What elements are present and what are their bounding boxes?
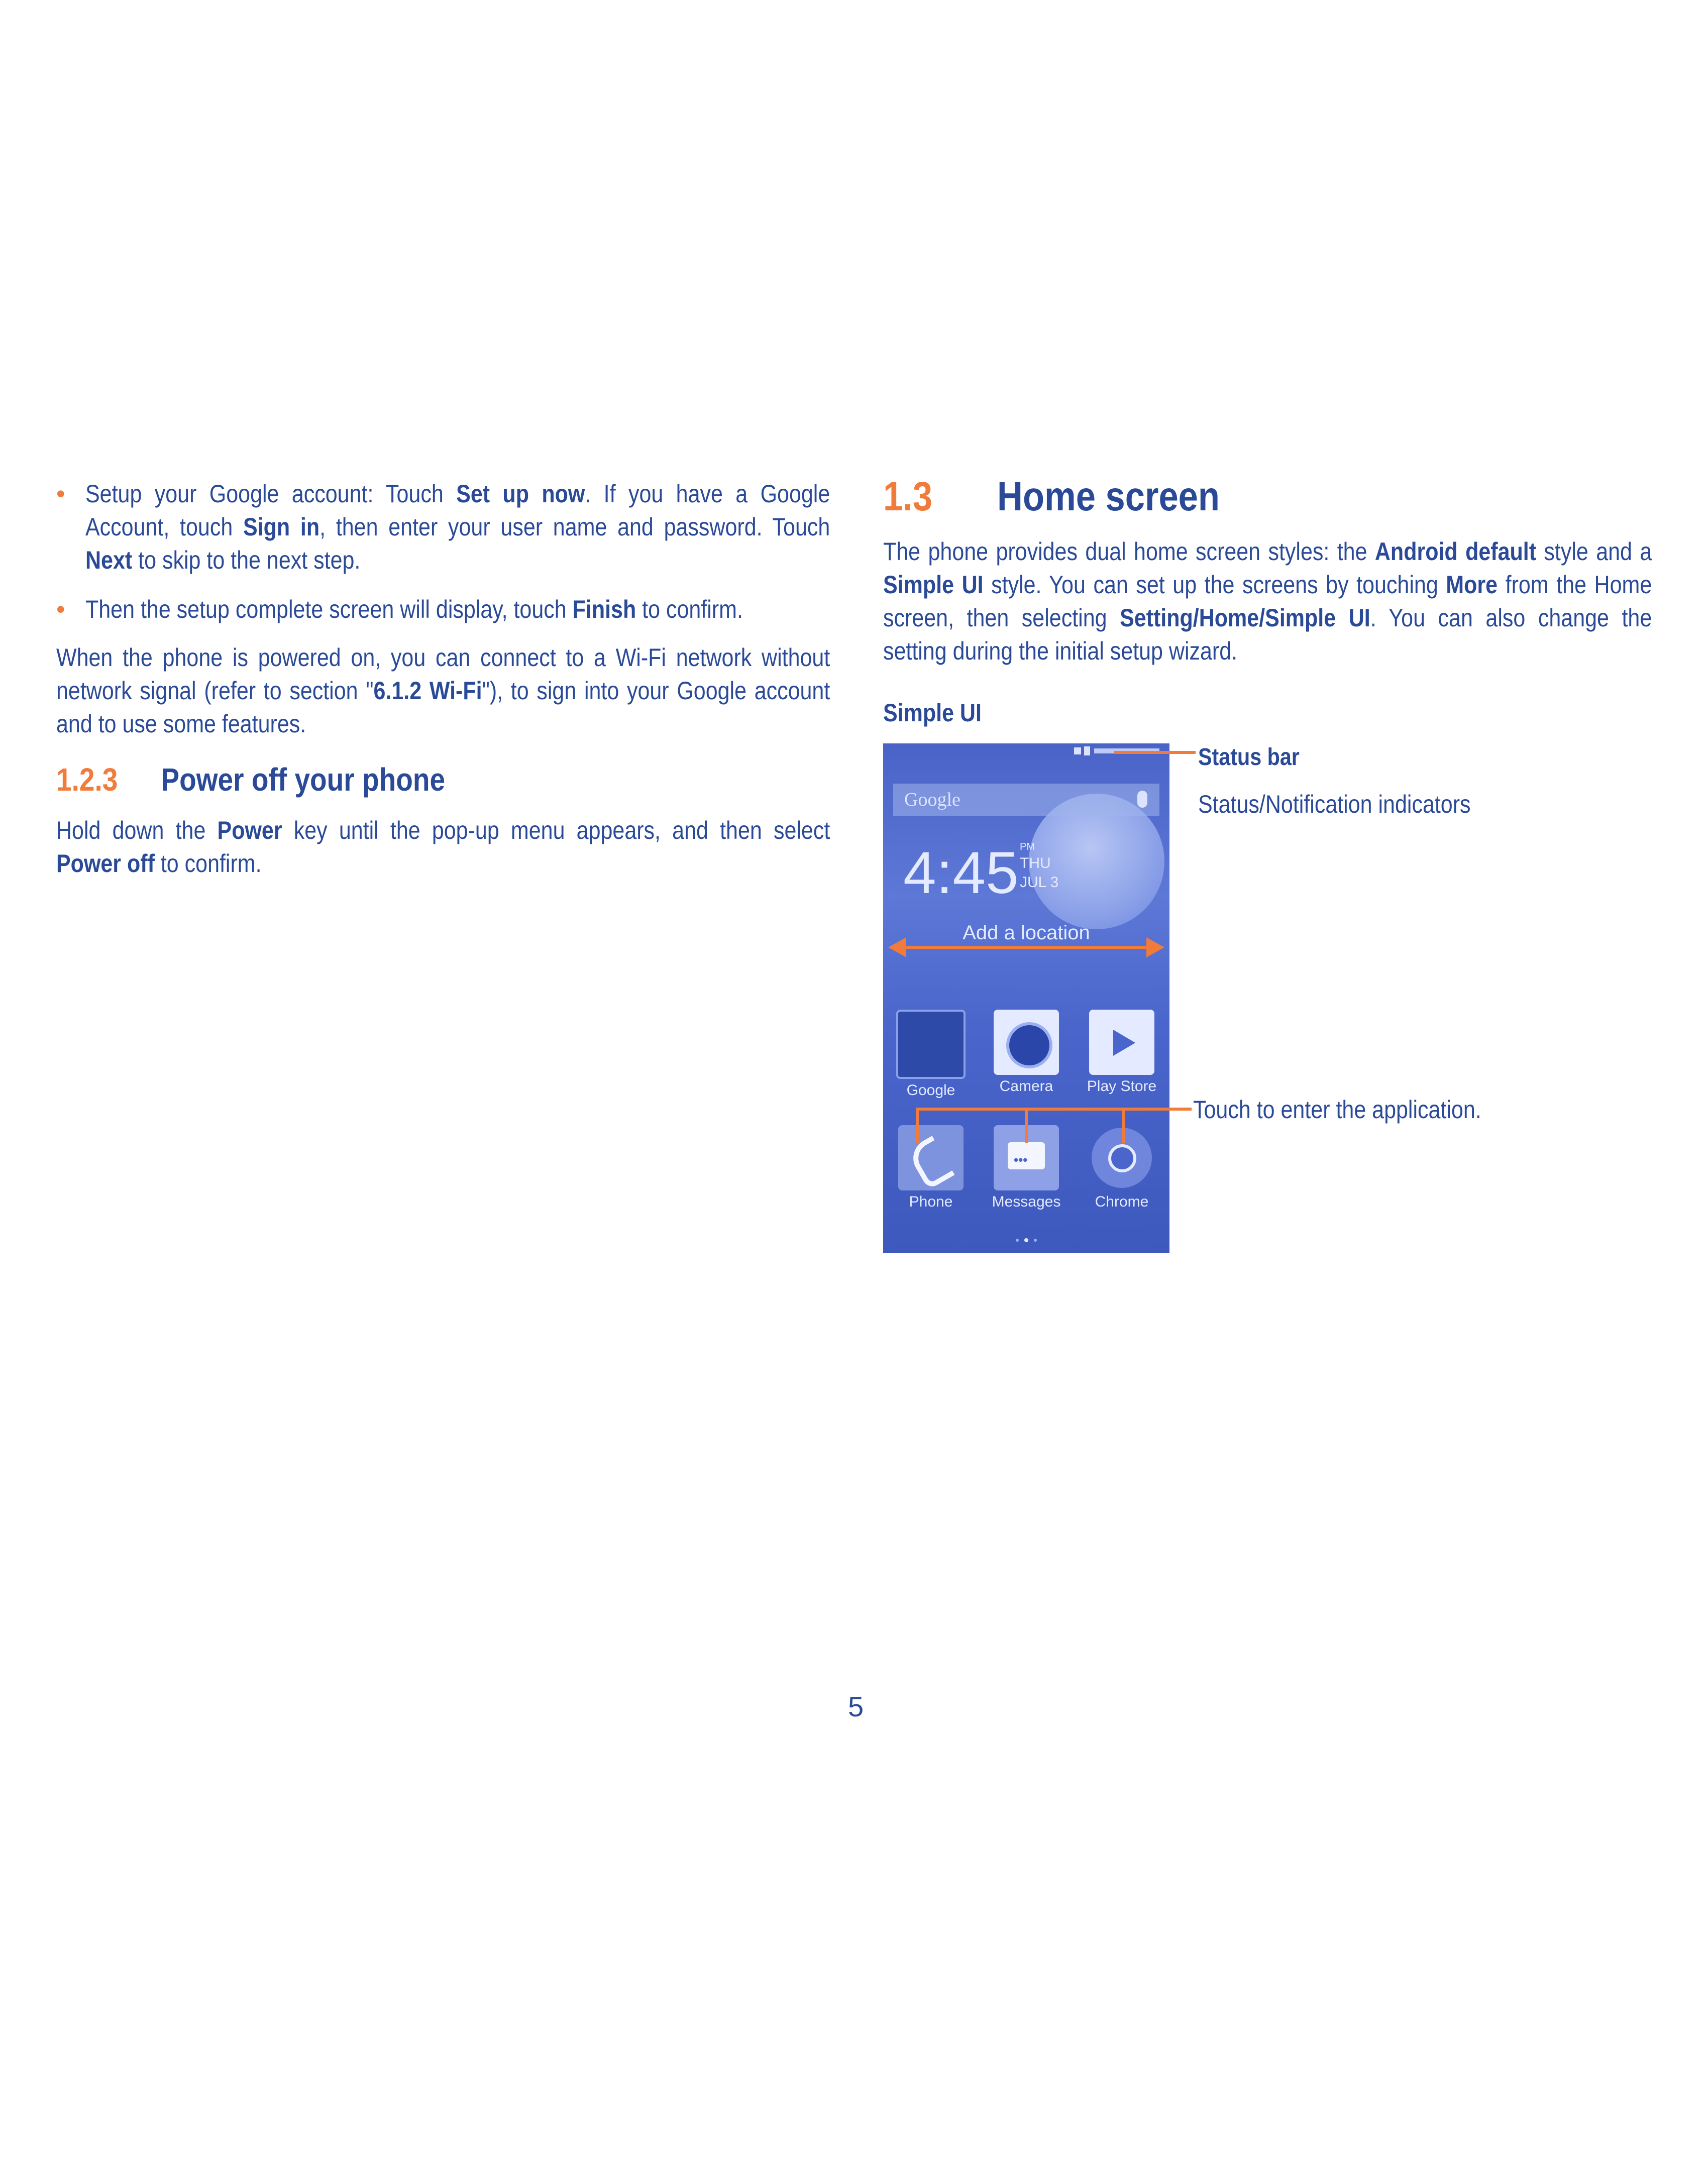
phone-icon (898, 1125, 964, 1190)
section-1-2-3-heading (56, 761, 445, 798)
page-number: 5 (848, 1691, 864, 1722)
app-bracket-line (916, 1108, 1169, 1111)
clock-ampm: PM (1020, 841, 1035, 852)
section-number: 1.2.3 (56, 761, 118, 798)
app-google[interactable]: Google (883, 1010, 979, 1099)
app-bracket-tick (916, 1108, 919, 1143)
add-location-label[interactable]: Add a location (963, 922, 1090, 944)
status-bar-callout-line (1114, 751, 1196, 754)
app-camera[interactable]: Camera (979, 1010, 1074, 1095)
mic-icon[interactable] (1137, 791, 1147, 808)
home-screen-paragraph: The phone provides dual home screen styles: the Android default style and a Simple UI style. You can set up the screens by touching More from the Home screen, then selecting Setting/Home/Simple UI. You can also change the setting during the initial setup wizard. (883, 537, 1652, 665)
section-1-3-heading (883, 473, 1220, 520)
app-chrome[interactable]: Chrome (1074, 1125, 1169, 1211)
clock-time: 4:45 (903, 840, 1019, 906)
messages-icon: ••• (994, 1125, 1059, 1190)
camera-icon (994, 1010, 1059, 1075)
app-callout-line (1169, 1108, 1192, 1111)
power-off-paragraph: Hold down the Power key until the pop-up menu appears, and then select Power off to confirm. (56, 816, 830, 878)
section-title: Home screen (997, 474, 1220, 519)
google-folder-icon (896, 1010, 966, 1079)
bullet-google-setup-text: Setup your Google account: Touch Set up now. If you have a Google Account, touch Sign in, then enter your user name and password. Touch Next to skip to the next step. (85, 480, 830, 574)
swipe-arrow-line (898, 946, 1154, 949)
google-search-bar[interactable]: Google (893, 784, 1159, 816)
bullet-setup-complete-text: Then the setup complete screen will display, touch Finish to confirm. (85, 595, 743, 623)
app-bracket-tick (1025, 1108, 1028, 1143)
touch-app-label: Touch to enter the application. (1193, 1096, 1481, 1124)
arrow-left-icon (888, 937, 906, 957)
wifi-paragraph: When the phone is powered on, you can connect to a Wi-Fi network without network signal (refer to section "6.1.2 Wi-Fi"), to sign into your Google account and to use some features. (56, 643, 830, 738)
section-number: 1.3 (883, 474, 933, 519)
status-bar-label: Status bar (1198, 744, 1300, 771)
bullet-dot: • (56, 480, 65, 508)
simple-ui-subheading: Simple UI (883, 699, 982, 727)
app-play-store[interactable]: Play Store (1074, 1010, 1169, 1095)
app-bracket-tick (1122, 1108, 1125, 1143)
phone-screenshot (883, 743, 1169, 1253)
app-messages[interactable]: ••• Messages (979, 1125, 1074, 1211)
clock-day: THU JUL 3 (1020, 855, 1059, 891)
arrow-right-icon (1146, 937, 1164, 957)
bullet-dot: • (56, 595, 65, 623)
app-phone[interactable]: Phone (883, 1125, 979, 1211)
status-desc-label: Status/Notification indicators (1198, 790, 1471, 818)
play-store-icon (1089, 1010, 1154, 1075)
page-indicator (1011, 1238, 1041, 1242)
section-title: Power off your phone (161, 761, 446, 798)
